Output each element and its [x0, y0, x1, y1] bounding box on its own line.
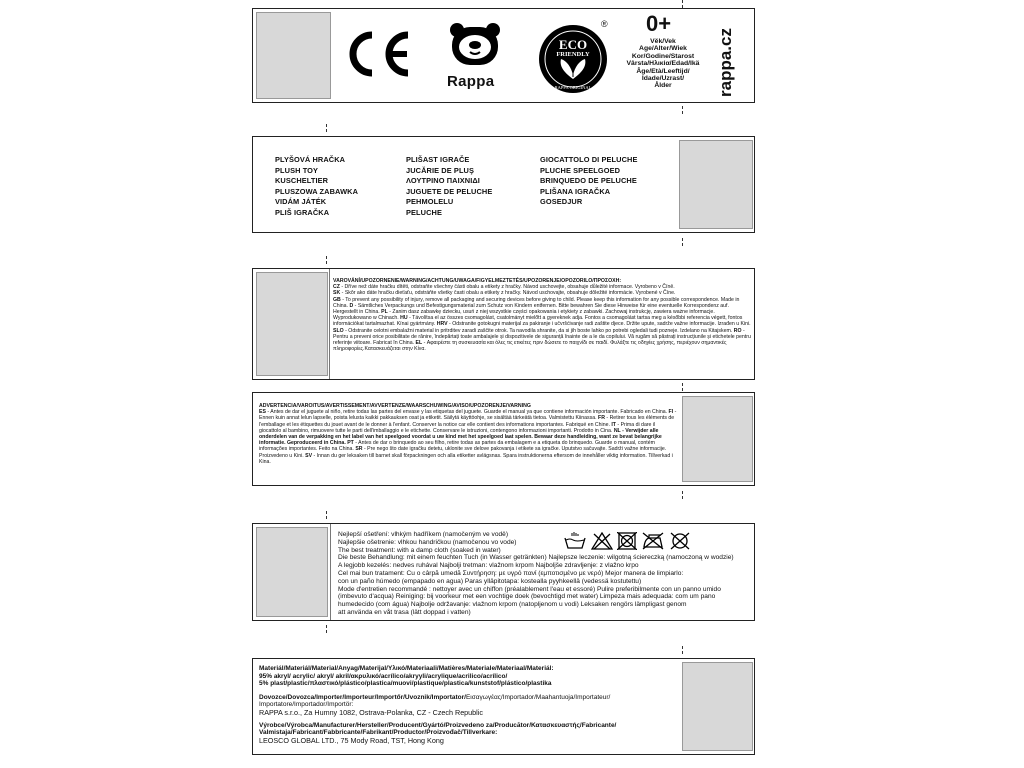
lang-code: HRV: [436, 321, 448, 328]
producer-heading: Výrobce/Výrobca/Manufacturer/Hersteller/Producent/Gyártó/Proizvedeno za/Producător/Κατασκευαστής/Fabricante/: [259, 721, 617, 729]
brand-name: Rappa: [447, 73, 495, 90]
cut-mark: [682, 491, 683, 499]
cut-mark: [682, 646, 683, 654]
lang-code: SV: [305, 452, 313, 459]
lang-code: SK: [333, 290, 341, 297]
age-word: Vârsta/Ηλικία/Edad/Ikä: [626, 60, 700, 68]
age-word: Kor/Godine/Starost: [631, 52, 695, 60]
lang-code: SLO: [333, 327, 344, 334]
grey-panel: [682, 662, 753, 751]
product-name: PLUCHE SPEELGOED: [540, 165, 621, 175]
website-url: rappa.cz: [716, 28, 735, 97]
importer-address: RAPPA s.r.o., Za Humny 1082, Ostrava-Polanka, CZ - Czech Republic: [259, 707, 483, 717]
grey-panel: [256, 12, 331, 99]
lang-code: HU: [400, 315, 408, 322]
lang-code: PL: [381, 309, 388, 316]
product-name: JUGUETE DE PELUCHE: [406, 186, 493, 196]
care-line: Mode d'entretien recommandé : nettoyer avec un chiffon (préalablement l'eau et essoré) Pulire preferibilmente con un panno umido: [338, 585, 721, 593]
warning-line: - Innan du ger leksaken till barnet skall förpackningen och alla etiketter avlägsnas. Spara instruktionerna eftersom de innehåller viktig information. Tillverkad i Kina.: [259, 452, 673, 465]
age-words: [619, 38, 707, 90]
care-line: Die beste Behandlung: mit einem feuchten Tuch (in Wasser getränkten) Najlepsze leczenie: wilgotną ściereczką (namoczoną w wodzie): [338, 554, 734, 562]
care-line: A legjobb kezelés: nedves ruhával Najbolji tretman: vlažnom krpom Najboljše zdravljenje: z vlažno krpo: [338, 562, 639, 570]
lang-code: SR: [355, 446, 363, 453]
ce-mark-icon: [345, 31, 413, 82]
care-line: Cel mai bun tratament: Cu o cârpă umedă Συντήρηση: με υγρό πανί (εμποτισμένο με νερό) Mejor manera de limpiarlo:: [338, 569, 684, 577]
cut-mark: [326, 256, 327, 264]
cut-mark: [682, 0, 683, 8]
eco-badge-top: ECO: [558, 37, 588, 52]
care-line: humedecido (com água) Najbolje održavanje: vlažnom krpom (natopljenom u vodi) Leksaken rengörs lämpligast genom: [338, 601, 687, 609]
no-tumble-dry-icon: [617, 532, 637, 550]
product-name: PEHMOLELU: [406, 197, 454, 207]
care-line: The best treatment: with a damp cloth (soaked in water): [338, 546, 501, 554]
label-materials-importer: [252, 658, 755, 755]
lang-code: GB: [333, 296, 341, 303]
product-name: PELUCHE: [406, 207, 443, 217]
hand-wash-icon: [563, 532, 587, 550]
divider: [330, 524, 331, 620]
product-name: PLUSZOWA ZABAWKA: [275, 186, 359, 196]
grey-panel: [679, 140, 753, 229]
lang-code: CZ: [333, 284, 340, 291]
warning-heading: ADVERTENCIA/VAROITUS/AVERTISSEMENT/AVVERTENZE/WAARSCHUWING/AVISO/UPOZORENJE/VARNING: [259, 403, 531, 409]
cut-mark: [326, 511, 327, 519]
eco-friendly-badge-icon: [537, 19, 611, 97]
no-iron-icon: [641, 532, 665, 550]
importer-heading-cont: Εισαγωγέας/Importador/Maahantuoja/Importateur/: [465, 693, 611, 701]
no-dry-clean-icon: [669, 532, 691, 550]
warning-line: - Skôr ako dáte hračku dieťaťu, odstráňte všetky časti obalu a etikety z hračky. Návod uschovajte, obsahuje dôležité informácie. Vyrobené v Číne.: [340, 290, 676, 297]
lang-code: PT: [347, 440, 354, 447]
warning-heading: VAROVÁNÍ/UPOZORNENIE/WARNING/ACHTUNG/UWAGA/FIGYELMEZTETÉS/UPOZORENJE/OPOZORILO/ΠΡΟΣΟΧΗ:: [333, 278, 622, 284]
rappa-bear-logo-icon: [445, 21, 505, 78]
names-column-3: [540, 155, 638, 208]
eco-registered-mark: ®: [601, 19, 608, 29]
product-name: GOSEDJUR: [540, 197, 583, 207]
warning-line: - Αφαιρέστε τη συσκευασία και όλες τις ετικέτες πριν δώσετε το παιχνίδι σε παιδί. Φυλάξτε τις οδηγίες χρήσης, περιέχουν σημαντικές πληροφορίες.Κατασκευάζεται στην Κίνα.: [333, 340, 727, 353]
cut-mark: [326, 124, 327, 132]
importer-heading: Dovozce/Dovozca/Importer/Importeur/Importőr/Uvoznik/Importator/: [259, 693, 466, 701]
warning-line: - Antes de dar el juguete al niño, retire todas las partes del envase y las etiquetas del juguete. Guarde el manual ya que contiene información importante. Fabricado en China.: [265, 409, 668, 416]
product-name: PLUSH TOY: [275, 165, 319, 175]
warning-line: - Verwijder alle onderdelen van de verpakking en het label van het speelgoed voordat u uw kind met het speelgoed laat spelen. Bewaar deze handleiding, want ze bevat belangrijke informatie. Geproduceerd in China.: [259, 427, 662, 447]
names-column-2: [406, 155, 492, 219]
warning-line: - Odstranite celotni embalažni material in pritrditev zaradi zaščite otrok. Ta navodila shranite, da si jih boste lahko po potrebi ogledali tudi pozneje. Izdelano na Kitajskem.: [343, 327, 733, 334]
age-word: Âge/Età/Leeftijd/: [636, 67, 690, 75]
warning-line: - Odstranite gotokugni materijal za pakiranje i učvršćivanje radi zaštite djece. Držite upute, sadrže važne informacije. Izrađen u Kini.: [447, 321, 751, 328]
care-line: con un paño húmedo (empapado en agua) Paras ylläpitotapa: kostealla pyyhkeellä (vedessä kostutettu): [338, 577, 642, 585]
warning-line: - Ennen kuin annat lelun lapselle, poista lelusta kaikki pakkauksen osat ja etiketit. Säilytä käyttöohje, se sisältää tärkeätä tietoa. Valmistettu Kiinassa.: [259, 409, 677, 422]
warning-line: - Pentru a preveni orice posibilitate de rănire, îndepărtați toate ambalajele și dispozitivele de siguranță înainte de a le da copilului. Vă rugăm să păstrați instrucțiunile și etichetele pentru referințe viitoare. Fabricat în China.: [333, 327, 751, 347]
lang-code: EL: [415, 340, 423, 347]
grey-panel: [256, 272, 328, 376]
product-name: ΛΟΥΤΡΙΝΟ ΠΑΙΧΝΙΔΙ: [406, 176, 480, 186]
producer-address: LEOSCO GLOBAL LTD., 75 Mody Road, TST, Hong Kong: [259, 735, 444, 745]
lang-code: D: [349, 302, 354, 309]
lang-code: IT: [611, 421, 616, 428]
cut-mark: [326, 625, 327, 633]
product-name: VIDÁM JÁTÉK: [275, 197, 327, 207]
label-warning-2: [252, 392, 755, 486]
age-word: Věk/Vek: [650, 38, 676, 45]
label-care-instructions: [252, 523, 755, 621]
age-word: Age/Alter/Wiek: [639, 45, 687, 53]
care-line: att använda en våt trasa (lätt doppad i vatten): [338, 608, 471, 616]
producer-heading-2: Valmistaja/Fabricant/Fabbricante/Fabrikant/Productor/Proizvođač/Tillverkare:: [259, 729, 498, 737]
warning-line: - Prima di dare il giocattolo al bambino, rimuovere tutte le parti dell'imballaggio e le etichette. Conservare le istruzioni, contengono informazioni importanti. Prodotto in Cina.: [259, 421, 656, 434]
care-line: Nejlepší ošetření: vlhkým hadříkem (namočeným ve vodě): [338, 531, 509, 538]
material-line: 95% akryl/ acrylic/ akryl/ akril/ακρυλικό/acrílico/akryyli/acrylique/acrilico/acrílico/: [259, 672, 508, 680]
warning-line: - To prevent any possibility of injury, remove all packaging and securing devices before giving to child. Please keep this information for any possible correspondence. Made in China.: [333, 296, 740, 309]
divider: [329, 269, 330, 379]
product-name: PLYŠOVÁ HRAČKA: [275, 155, 346, 164]
warning-line: - Sämtliches Verpackungs und Befestigungsmaterial zum Schutz von Kindern entfernen. Bitte bewahren Sie diese Hinweise für eine eventuelle Korrespondenz auf. Hergestellt in China.: [333, 302, 729, 316]
cut-mark: [682, 106, 683, 114]
product-name: PLIŠAST IGRAČE: [406, 155, 470, 164]
warning-line: - Retirer tous les éléments de l'emballage et les étiquettes du jouet avant de le donner à l'enfant. Conserver la notice car elle contient des informations importantes. Fabriqué en Chine.: [259, 415, 675, 428]
age-word: Ålder: [654, 82, 672, 90]
cut-mark: [682, 238, 683, 246]
label-warning-1: [252, 268, 755, 380]
lang-code: ES: [259, 409, 266, 416]
label-logos: [252, 8, 755, 103]
cut-mark: [682, 383, 683, 391]
warning-text-block: [333, 278, 751, 352]
material-line: 5% plast/plastic/πλαστικό/plástico/plastica/muovi/plastique/plastica/kunststof/plástico/plastika: [259, 680, 552, 688]
materials-text-block: [259, 665, 679, 744]
label-product-names: [252, 136, 755, 233]
product-name: KUSCHELTIER: [275, 176, 329, 186]
warning-line: - Zanim dasz zabawkę dziecku, usuń z niej wszystkie części opakowania i etykiety z zabawki. Zachowaj instrukcję, zawiera ważne informacje. Wyprodukowano w Chinach.: [333, 309, 715, 322]
warning-line: - Antes de dar o brinquedo ao seu filho, retire todas as partes da embalagem e a etiqueta do brinquedo. Guarde o manual, contém informações importantes. Feito na China.: [259, 440, 655, 453]
warning-line: - Dříve než dáte hračku dítěti, odstraňte všechny části obalu a etikety z hračky. Návod uschovejte, obsahuje důležité informace. Vyrobeno v Číně.: [339, 284, 675, 291]
age-word: Idade/Uzrast/: [641, 75, 685, 83]
product-name: BRINQUEDO DE PELUCHE: [540, 176, 637, 186]
product-name: PLIŠ IGRAČKA: [275, 207, 330, 217]
eco-badge-bottom: RAPPA ORIGINAL: [554, 85, 592, 90]
warning-line: - Távolítsa el az összes csomagolást, csatolmányt mielőtt a gyereknek adja. Fontos a csomagolást tartsa meg a későbbi referencia végett, fontos információkat tartalmazhat. Kínai gyártmány.: [333, 315, 743, 328]
warning-line: - Pre nego što date igračku detetu, uklonite sve delove pakovanja i etikete sa igračke. Uputstvo sačuvajte. Sadrži važne informacije. Proizvedeno u Kini.: [259, 446, 667, 459]
care-line: (imbevuto d'acqua) Reiniging: bij voorkeur met een vochtige doek (bevochtigd met water) Limpeza mais adequada: com um pano: [338, 593, 716, 601]
lang-code: NL: [613, 427, 621, 434]
product-name: PLIŠANA IGRAČKA: [540, 186, 611, 196]
lang-code: RO: [733, 327, 742, 334]
age-value: 0+: [646, 11, 672, 36]
lang-code: FI: [668, 409, 674, 416]
grey-panel: [256, 527, 328, 617]
lang-code: FR: [598, 415, 605, 422]
no-bleach-icon: [591, 532, 613, 550]
product-name: GIOCATTOLO DI PELUCHE: [540, 155, 638, 164]
material-heading: Materiál/Materiál/Material/Anyag/Materijal/Υλικό/Materiaali/Matières/Materiale/Materiaal/Materiál:: [259, 665, 554, 672]
importer-heading-2: Importatore/Importador/Importör:: [259, 701, 354, 709]
grey-panel: [682, 396, 753, 482]
care-line: Najlepšie ošetrenie: vlhkou handričkou (namočenou vo vode): [338, 538, 517, 546]
warning-text-block: [259, 403, 677, 465]
product-name: JUCĂRIE DE PLUŞ: [406, 165, 475, 175]
eco-badge-middle: FRIENDLY: [556, 51, 590, 58]
names-column-1: [275, 155, 358, 219]
